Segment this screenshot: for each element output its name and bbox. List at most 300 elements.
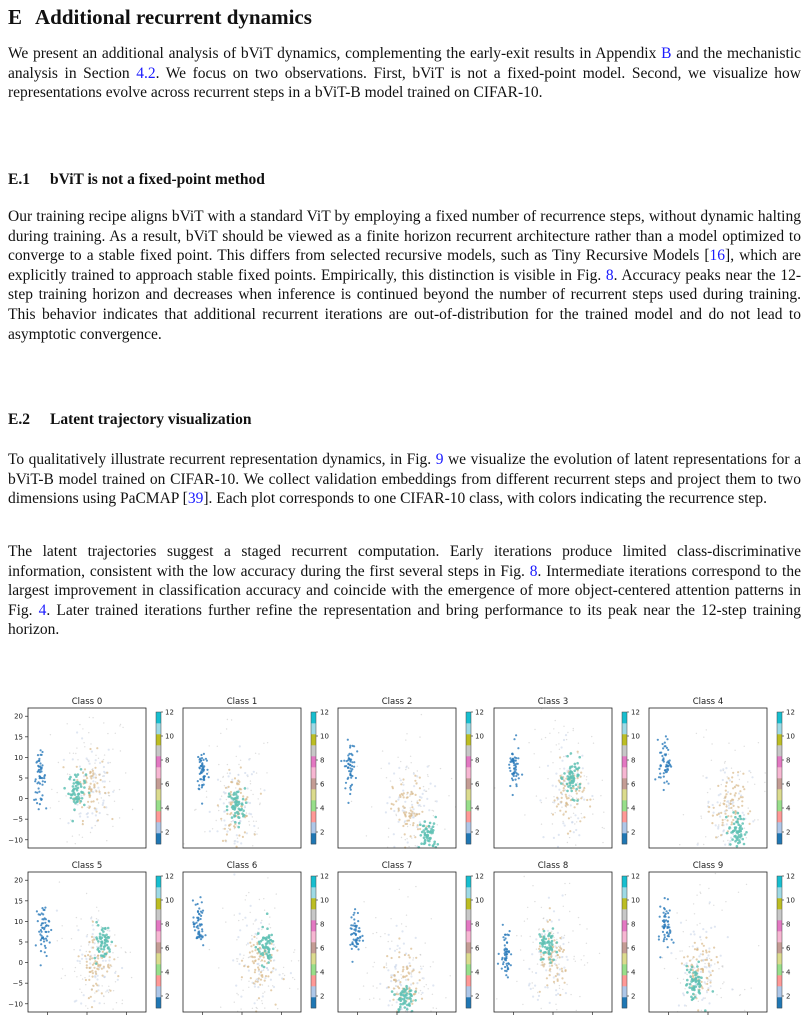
scatter-point [694, 942, 696, 944]
scatter-point [97, 957, 99, 959]
scatter-point [255, 753, 256, 754]
scatter-point [538, 948, 540, 950]
scatter-point [89, 772, 91, 774]
scatter-point [45, 947, 47, 949]
scatter-point [400, 994, 403, 997]
scatter-point [201, 912, 203, 914]
scatter-point [724, 797, 726, 799]
scatter-point [592, 813, 593, 814]
colorbar-segment [311, 800, 316, 811]
scatter-point [548, 944, 551, 947]
colorbar-tick-label: 12 [786, 872, 795, 881]
scatter-point [112, 1008, 113, 1009]
scatter-point [665, 913, 667, 915]
scatter-point [237, 826, 240, 829]
colorbar-tick-label: 8 [320, 920, 325, 929]
scatter-point [683, 979, 684, 980]
scatter-point [541, 802, 542, 803]
scatter-point [78, 955, 80, 957]
scatter-point [505, 947, 507, 949]
scatter-point [697, 924, 698, 925]
scatter-point [268, 949, 271, 952]
scatter-point [82, 791, 85, 794]
colorbar-tick-label: 6 [165, 780, 170, 789]
scatter-point [559, 985, 560, 986]
scatter-point [707, 981, 708, 982]
scatter-point [545, 938, 548, 941]
scatter-point [722, 966, 723, 967]
scatter-point [764, 791, 765, 792]
scatter-point [45, 938, 47, 940]
scatter-point [726, 805, 728, 807]
scatter-point [206, 773, 208, 775]
scatter-point [571, 796, 572, 797]
scatter-point [408, 962, 410, 964]
colorbar-segment [777, 876, 782, 887]
scatter-point [575, 783, 578, 786]
scatter-point [242, 798, 245, 801]
scatter-point [411, 973, 412, 974]
scatter-point [102, 985, 103, 986]
scatter-point [722, 983, 723, 984]
scatter-point [735, 836, 738, 839]
scatter-point [418, 813, 420, 815]
scatter-point [560, 945, 561, 946]
scatter-point [252, 960, 254, 962]
scatter-point [79, 724, 80, 725]
scatter-point [222, 840, 224, 842]
scatter-point [527, 907, 528, 908]
scatter-point [247, 787, 249, 789]
scatter-point [107, 762, 109, 764]
scatter-point [94, 976, 96, 978]
scatter-point [576, 798, 577, 799]
scatter-point [402, 784, 404, 786]
scatter-point [208, 776, 210, 778]
scatter-point [95, 962, 98, 965]
scatter-point [93, 967, 95, 969]
scatter-point [419, 828, 421, 830]
scatter-point [260, 953, 263, 956]
scatter-point [560, 801, 562, 803]
scatter-point [532, 942, 533, 943]
scatter-point [509, 930, 511, 932]
scatter-point [514, 756, 516, 758]
scatter-point [95, 759, 97, 761]
colorbar-segment [622, 756, 627, 767]
scatter-point [395, 814, 396, 815]
scatter-point [555, 785, 557, 787]
scatter-point [351, 768, 353, 770]
scatter-point [272, 948, 275, 951]
scatter-point [358, 927, 360, 929]
scatter-point [539, 935, 542, 938]
cross-reference-link[interactable]: 16 [709, 247, 726, 265]
cross-reference-link[interactable]: 8 [529, 562, 538, 580]
scatter-point [254, 986, 256, 988]
scatter-point [403, 988, 406, 991]
scatter-point [395, 964, 397, 966]
colorbar-tick-label: 2 [631, 992, 636, 1001]
scatter-point [195, 904, 197, 906]
colorbar-segment [777, 942, 782, 953]
colorbar-segment [777, 723, 782, 734]
scatter-point [413, 957, 414, 958]
colorbar-tick-label: 10 [631, 732, 640, 741]
scatter-point [119, 817, 120, 818]
e2-paragraph-1: To qualitatively illustrate recurrent representation dynamics, in Fig. 9 we visualize the evolution of latent representations for a bViT-B model trained on CIFAR-10. We collect validation embeddings from different recurrent steps and project them to two dimensions using PaCMAP [39]. Each plot corresponds to one CIFAR-10 class, with colors indicating the recurrence step. [8, 451, 801, 508]
scatter-point [69, 752, 70, 753]
scatter-point [551, 813, 552, 814]
scatter-point [708, 947, 710, 949]
scatter-point [573, 770, 576, 773]
scatter-point [663, 761, 665, 763]
scatter-point [192, 916, 194, 918]
scatter-point [396, 925, 398, 927]
scatter-point [741, 800, 743, 802]
cross-reference-link[interactable]: 8 [605, 266, 614, 284]
scatter-point [353, 745, 355, 747]
scatter-point [201, 762, 203, 764]
scatter-point [401, 930, 403, 932]
colorbar-segment [777, 745, 782, 756]
scatter-point [86, 964, 88, 966]
colorbar-tick-label: 10 [165, 732, 174, 741]
subsection-heading-e2 [8, 411, 251, 429]
scatter-point [502, 963, 504, 965]
scatter-point [96, 990, 98, 992]
scatter-point [198, 788, 200, 790]
scatter-point [200, 754, 202, 756]
scatter-point [393, 993, 396, 996]
scatter-point [420, 968, 422, 970]
colorbar-tick-label: 4 [320, 804, 325, 813]
colorbar-segment [466, 767, 471, 778]
scatter-point [402, 970, 404, 972]
colorbar-segment [466, 964, 471, 975]
scatter-point [87, 812, 89, 814]
scatter-point [102, 951, 104, 953]
scatter-point [340, 760, 342, 762]
scatter-point [76, 800, 79, 803]
scatter-point [197, 917, 199, 919]
scatter-point [732, 811, 735, 814]
scatter-point [283, 967, 284, 968]
cross-reference-link[interactable]: B [661, 45, 672, 62]
scatter-point [265, 943, 268, 946]
scatter-point [291, 960, 292, 961]
colorbar-segment [311, 942, 316, 953]
scatter-point [250, 813, 252, 815]
scatter-point [351, 801, 352, 802]
cross-reference-link[interactable]: 4 [38, 601, 47, 619]
scatter-point [430, 966, 431, 967]
scatter-point [257, 999, 258, 1000]
scatter-point [697, 968, 699, 970]
scatter-point [407, 792, 409, 794]
scatter-point [277, 1008, 278, 1009]
colorbar-tick-label: 10 [165, 896, 174, 905]
scatter-point [399, 947, 401, 949]
scatter-point [557, 957, 558, 958]
cross-reference-link[interactable]: 39 [187, 490, 204, 508]
scatter-point [704, 981, 706, 983]
scatter-point [88, 732, 89, 733]
scatter-point [730, 831, 733, 834]
scatter-point [521, 935, 522, 936]
scatter-point [228, 786, 230, 788]
scatter-point [727, 776, 728, 777]
scatter-point [102, 975, 104, 977]
scatter-point [260, 793, 262, 795]
scatter-point [401, 923, 402, 924]
scatter-point [556, 954, 558, 956]
scatter-point [586, 943, 587, 944]
colorbar-segment [156, 997, 161, 1008]
scatter-point [357, 937, 359, 939]
colorbar-tick-label: 12 [165, 708, 174, 717]
scatter-point [553, 976, 555, 978]
scatter-point [702, 969, 704, 971]
scatter-point [689, 983, 692, 986]
scatter-point [264, 960, 266, 962]
scatter-point [551, 965, 553, 967]
scatter-point [411, 811, 413, 813]
scatter-point [549, 958, 552, 961]
scatter-point [357, 930, 359, 932]
scatter-point [702, 775, 703, 776]
scatter-point [94, 957, 97, 960]
scatter-point [714, 963, 715, 964]
scatter-point [41, 918, 43, 920]
scatter-point [354, 925, 356, 927]
scatter-point [428, 788, 429, 789]
scatter-point [502, 924, 504, 926]
scatter-point [549, 947, 552, 950]
scatter-point [523, 960, 524, 961]
scatter-point [393, 772, 395, 774]
scatter-point [550, 956, 552, 958]
scatter-point [257, 932, 260, 935]
scatter-point [406, 1004, 409, 1007]
scatter-point [505, 956, 507, 958]
scatter-point [83, 742, 84, 743]
scatter-point [702, 928, 704, 930]
scatter-point [217, 779, 219, 781]
scatter-point [276, 949, 278, 951]
scatter-point [250, 790, 251, 791]
scatter-point [709, 981, 711, 983]
scatter-point [197, 925, 199, 927]
scatter-point [253, 944, 255, 946]
scatter-point [110, 944, 111, 945]
scatter-point [405, 815, 407, 817]
colorbar-segment [156, 964, 161, 975]
scatter-point [693, 903, 694, 904]
colorbar-segment [777, 920, 782, 931]
scatter-point [697, 1009, 699, 1011]
scatter-point [545, 969, 547, 971]
scatter-point [204, 934, 206, 936]
scatter-point [566, 783, 569, 786]
scatter-point [365, 947, 366, 948]
scatter-point [253, 771, 255, 773]
scatter-point [528, 968, 530, 970]
colorbar-segment [311, 909, 316, 920]
cross-reference-link[interactable]: 4.2 [136, 64, 156, 82]
scatter-point [696, 958, 698, 960]
scatter-point [79, 960, 81, 962]
scatter-point [91, 775, 93, 777]
scatter-point [77, 793, 80, 796]
scatter-point [258, 928, 260, 930]
colorbar-tick-label: 4 [475, 804, 480, 813]
scatter-point [393, 987, 395, 989]
scatter-point [706, 959, 708, 961]
scatter-point [95, 973, 97, 975]
scatter-point [95, 781, 96, 782]
scatter-point [667, 926, 669, 928]
scatter-point [104, 780, 106, 782]
scatter-point [659, 956, 661, 958]
scatter-point [256, 1008, 257, 1009]
scatter-point [427, 830, 430, 833]
scatter-point [249, 951, 251, 953]
scatter-point [273, 944, 275, 946]
colorbar-segment [466, 887, 471, 898]
scatter-point [263, 898, 264, 899]
scatter-point [565, 894, 566, 895]
scatter-point [559, 968, 561, 970]
scatter-point [568, 817, 570, 819]
scatter-point [231, 779, 233, 781]
scatter-point [404, 954, 406, 956]
figure-panels-svg [0, 690, 808, 1018]
scatter-point [97, 940, 100, 943]
scatter-point [388, 986, 390, 988]
scatter-point [396, 949, 397, 950]
scatter-point [505, 974, 507, 976]
scatter-point [240, 766, 242, 768]
scatter-point [101, 968, 103, 970]
scatter-point [408, 819, 410, 821]
scatter-point [740, 818, 743, 821]
scatter-point [427, 774, 428, 775]
scatter-point [82, 823, 84, 825]
scatter-point [100, 948, 103, 951]
scatter-point [720, 834, 722, 836]
scatter-point [104, 754, 105, 755]
scatter-point [410, 791, 412, 793]
scatter-point [404, 807, 406, 809]
scatter-point [41, 784, 43, 786]
colorbar-segment [311, 723, 316, 734]
scatter-point [112, 791, 114, 793]
scatter-point [744, 828, 745, 829]
scatter-point [258, 753, 259, 754]
scatter-point [227, 773, 228, 774]
scatter-point [414, 836, 416, 838]
scatter-point [58, 801, 59, 802]
scatter-point [71, 938, 72, 939]
scatter-point [520, 949, 521, 950]
scatter-point [258, 798, 259, 799]
scatter-point [667, 898, 669, 900]
scatter-point [702, 953, 704, 955]
scatter-point [664, 769, 666, 771]
scatter-point [421, 998, 423, 1000]
scatter-point [239, 788, 241, 790]
scatter-point [85, 979, 87, 981]
scatter-point [92, 924, 94, 926]
scatter-point [570, 804, 572, 806]
scatter-point [563, 739, 565, 741]
scatter-point [669, 909, 671, 911]
scatter-point [696, 895, 697, 896]
scatter-point [274, 907, 275, 908]
scatter-point [581, 959, 582, 960]
scatter-point [258, 973, 260, 975]
scatter-point [412, 822, 414, 824]
scatter-point [73, 753, 74, 754]
scatter-point [94, 763, 95, 764]
scatter-point [76, 803, 78, 805]
scatter-point [402, 782, 403, 783]
colorbar-tick-label: 2 [475, 828, 480, 837]
scatter-point [565, 805, 567, 807]
scatter-point [75, 785, 78, 788]
scatter-point [661, 755, 663, 757]
scatter-point [553, 801, 555, 803]
scatter-point [353, 929, 355, 931]
scatter-point [693, 956, 695, 958]
colorbar-tick-label: 10 [475, 732, 484, 741]
scatter-point [229, 828, 231, 830]
scatter-point [238, 920, 239, 921]
scatter-point [262, 993, 263, 994]
scatter-point [40, 943, 42, 945]
scatter-point [425, 834, 428, 837]
scatter-point [517, 757, 519, 759]
colorbar-segment [622, 953, 627, 964]
scatter-point [578, 834, 580, 836]
scatter-point [562, 822, 564, 824]
colorbar-segment [777, 778, 782, 789]
scatter-point [547, 778, 548, 779]
scatter-point [739, 779, 740, 780]
scatter-point [712, 804, 714, 806]
scatter-point [545, 797, 546, 798]
scatter-point [107, 733, 108, 734]
cross-reference-link[interactable]: 9 [435, 451, 444, 468]
scatter-point [569, 883, 570, 884]
scatter-point [679, 844, 680, 845]
colorbar-segment [466, 997, 471, 1008]
scatter-point [548, 953, 551, 956]
scatter-point [725, 790, 727, 792]
colorbar-segment [777, 975, 782, 986]
scatter-point [391, 786, 393, 788]
scatter-point [512, 759, 514, 761]
scatter-point [539, 799, 541, 801]
scatter-point [92, 933, 94, 935]
scatter-point [263, 789, 265, 791]
scatter-point [555, 812, 556, 813]
scatter-point [92, 972, 94, 974]
scatter-point [238, 834, 240, 836]
scatter-point [719, 804, 721, 806]
scatter-point [398, 937, 400, 939]
